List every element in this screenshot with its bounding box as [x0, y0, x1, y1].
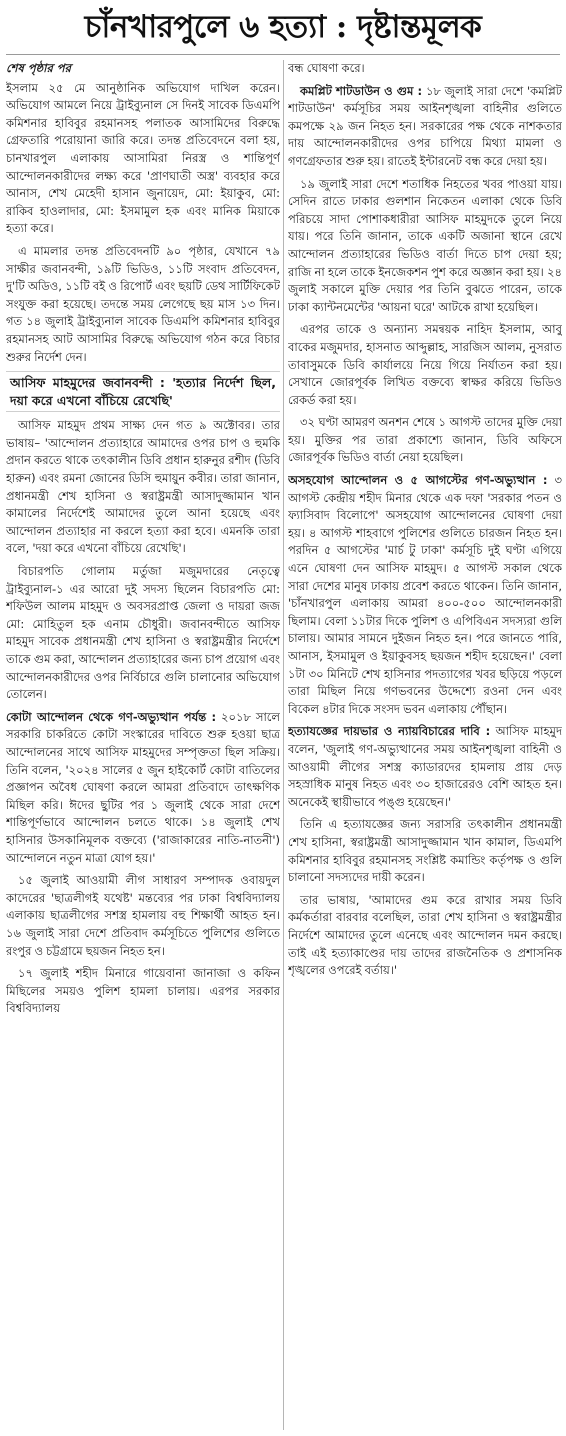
paragraph: তার ভাষায়, 'আমাদের গুম করে রাখার সময় ডিবি কর্মকর্তারা বারবার বলেছিল, তারা শেখ হাসিনা ও স্বরাষ্ট্রমন্ত্রীর নির্দেশে আমাদের তুলে এনেছে এবং আন্দোলন দমন করছে। তাই এই হত্যাকাণ্ডের দায় তাদের রাজনৈতিক ও প্রশাসনিক শৃঙ্খলের ওপরেই বর্তায়।'	[288, 892, 562, 978]
column-divider	[283, 60, 284, 1430]
paragraph: ১৯ জুলাই সারা দেশে শতাধিক নিহতের খবর পাওয়া যায়। সেদিন রাতে ঢাকার গুলশান নিকেতন এলাকা থেকে ডিবি পরিচয়ে সাদা পোশাকধারীরা আসিফ মাহমুদকে তুলে নিয়ে যায়। পরে তিনি জানান, তাকে একটি অজানা স্থানে রেখে আন্দোলন প্রত্যাহারের ভিডিও বার্তা দিতে চাপ দেয়া হয়; রাজি না হলে তাকে ইনজেকশন পুশ করে অজ্ঞান করা হয়। ২৪ জুলাই সকালে মুক্তি দেয়ার পর তিনি বুঝতে পারেন, তাকে ঢাকা ক্যান্টনমেন্টের 'আয়না ঘরে' আটকে রাখা হয়েছিল।	[288, 176, 562, 314]
paragraph: তিনি এ হত্যাযজ্ঞের জন্য সরাসরি তৎকালীন প্রধানমন্ত্রী শেখ হাসিনা, স্বরাষ্ট্রমন্ত্রী আসাদুজ্জামান খান কামাল, ডিএমপি কমিশনার হাবিবুর রহমানসহ সংশ্লিষ্ট কমান্ডিং কর্তৃপক্ষ ও গুলি চালানো সদস্যদের দায়ী করেন।	[288, 817, 562, 885]
paragraph	[288, 472, 562, 718]
paragraph: বন্ধ ঘোষণা করে।	[288, 61, 365, 75]
section-lead: অসহযোগ আন্দোলন ও ৫ আগস্টের গণ-অভ্যুত্থান :	[288, 473, 548, 488]
paragraph-text: ৩ আগস্ট কেন্দ্রীয় শহীদ মিনার থেকে এক দফা 'সরকার পতন ও ফ্যাসিবাদ বিলোপে' অসহযোগ আন্দোলনের ঘোষণা দেয়া হয়। ৪ আগস্ট শাহবাগে পুলিশের গুলিতে চারজন নিহত হন। পরদিন ৫ আগস্টের 'মার্চ টু ঢাকা' কর্মসূচি দুই ঘণ্টা এগিয়ে এনে ঘোষণা দেন আসিফ মাহমুদ। ৫ আগস্ট সকাল থেকে সারা দেশের মানুষ ঢাকায় প্রবেশ করতে থাকেন। তিনি জানান, 'চাঁনখারপুল এলাকায় আমরা ৪০০-৫০০ আন্দোলনকারী ছিলাম। বেলা ১১টার দিকে পুলিশ ও এপিবিএন সদস্যরা গুলি চালায়। আমার সামনে দুইজন নিহত হন। পরে জানতে পারি, আনাস, ইসমামুল ও ইয়াকুবসহ ছয়জন শহীদ হয়েছেন।' বেলা ১টা ৩০ মিনিটে শেখ হাসিনার পদত্যাগের খবর ছড়িয়ে পড়লে তারা মিছিল নিয়ে গণভবনের উদ্দেশ্যে রওনা দেন এবং বিকেল ৪টার দিকে সংসদ ভবন এলাকায় পৌঁছান।	[288, 473, 562, 716]
paragraph: এরপর তাকে ও অন্যান্য সমন্বয়ক নাহিদ ইসলাম, আবু বাকের মজুমদার, হাসনাত আব্দুল্লাহ, সারজিস আলম, নুসরাত তাবাসুমকে ডিবি কার্যালয়ে নিয়ে গিয়ে নির্যাতন করা হয়। সেখানে জোরপূর্বক লিখিত বক্তব্যে স্বাক্ষর করিয়ে ভিডিও রেকর্ড করা হয়।	[288, 322, 562, 407]
paragraph-text: ১৮ জুলাই সারা দেশে 'কমপ্লিট শাটডাউন' কর্মসূচির সময় আইনশৃঙ্খলা বাহিনীর গুলিতে কমপক্ষে ২৯ জন নিহত হন। সরকারের পক্ষ থেকে নাশকতার দায় আন্দোলনকারীদের ওপর চাপিয়ে মিথ্যা মামলা ও গণগ্রেফতার শুরু হয়। রাতেই ইন্টারনেট বন্ধ করে দেয়া হয়।	[288, 83, 562, 168]
paragraph: ৩২ ঘণ্টা আমরণ অনশন শেষে ১ আগস্ট তাদের মুক্তি দেয়া হয়। মুক্তির পর তারা প্রকাশ্যে জানান, ডিবি অফিসে জোরপূর্বক ভিডিও বার্তা নেয়া হয়েছিল।	[288, 415, 562, 465]
paragraph	[6, 563, 280, 704]
left-column	[6, 60, 280, 1432]
paragraph-text: বিচারপতি গোলাম মর্তুজা মজুমদারের নেতৃত্বে ট্রাইব্যুনাল-১ এর আরো দুই সদস্য ছিলেন বিচারপতি মো: শফিউল আলম মাহমুদ ও অবসরপ্রাপ্ত জেলা ও দায়রা জজ মো: মোহিতুল হক এনাম চৌধুরী। জবানবন্দীতে আসিফ মাহমুদ সাবেক প্রধানমন্ত্রী শেখ হাসিনা ও স্বরাষ্ট্রমন্ত্রীর নির্দেশে তাকে গুম করা, আন্দোলন প্রত্যাহারের জন্য চাপ প্রয়োগ এবং আন্দোলনকারীদের ওপর নির্বিচারে গুলি চালানোর অভিযোগ তোলেন।	[6, 564, 280, 702]
paragraph	[6, 709, 280, 867]
headline-rule	[6, 54, 560, 55]
section-lead: হত্যাযজ্ঞের দায়ভার ও ন্যায়বিচারের দাবি :	[288, 724, 491, 739]
paragraph: আসিফ মাহমুদ প্রথম সাক্ষ্য দেন গত ৯ অক্টোবর। তার ভাষায়– 'আন্দোলন প্রত্যাহারে আমাদের ওপর চাপ ও হুমকি প্রদান করতে থাকে তৎকালীন ডিবি প্রধান হারুনুর রশীদ (ডিবি হারুন) এবং রমনা জোনের ডিসি হুমায়ুন কবীর। তারা জানান, প্রধানমন্ত্রী শেখ হাসিনা ও স্বরাষ্ট্রমন্ত্রী আসাদুজ্জামান খান কামালের নির্দেশেই আমাদের তুলে আনা হয়েছে এবং আন্দোলন প্রত্যাহার না করলে হত্যা করা হবে। এমনকি তারা বলে, 'দয়া করে এখনো বাঁচিয়ে রেখেছি'।	[6, 418, 280, 556]
paragraph	[288, 723, 562, 811]
paragraph: ১৫ জুলাই আওয়ামী লীগ সাধারণ সম্পাদক ওবায়দুল কাদেরের 'ছাত্রলীগই যথেষ্ট' মন্তব্যের পর ঢাকা বিশ্ববিদ্যালয় এলাকায় ছাত্রলীগের সশস্ত্র হামলায় বহু শিক্ষার্থী আহত হন। ১৬ জুলাই সারা দেশে প্রতিবাদ কর্মসূচিতে পুলিশের গুলিতে রংপুর ও চট্টগ্রামে ছয়জন নিহত হন।	[6, 873, 280, 958]
paragraph: ১৭ জুলাই শহীদ মিনারে গায়েবানা জানাজা ও কফিন মিছিলের সময়ও পুলিশ হামলা চালায়। এরপর সরকার বিশ্ববিদ্যালয়	[6, 966, 280, 1016]
right-column	[288, 60, 562, 1432]
section-lead: কমপ্লিট শাটডাউন ও গুম :	[300, 83, 423, 98]
subheading: আসিফ মাহমুদের জবানবন্দী : 'হত্যার নির্দেশ ছিল, দয়া করে এখনো বাঁচিয়ে রেখেছি'	[6, 371, 280, 412]
paragraph: এ মামলার তদন্ত প্রতিবেদনটি ৯০ পৃষ্ঠার, যেখানে ৭৯ সাক্ষীর জবানবন্দী, ১৯টি ভিডিও, ১১টি সংবাদ প্রতিবেদন, দু'টি অডিও, ১১টি বই ও রিপোর্ট এবং ছয়টি ডেথ সার্টিফিকেট সংযুক্ত করা হয়েছে। তদন্তে সময় লেগেছে ছয় মাস ১৩ দিন। গত ১৪ জুলাই ট্রাইব্যুনাল সাবেক ডিএমপি কমিশনার হাবিবুর রহমানসহ আট আসামির বিরুদ্ধে অভিযোগ গঠন করে বিচার শুরুর নির্দেশ দেন।	[6, 243, 280, 364]
continued-label: শেষ পৃষ্ঠার পর	[6, 61, 71, 75]
paragraph-text: ২০১৮ সালে সরকারি চাকরিতে কোটা সংস্কারের দাবিতে শুরু হওয়া ছাত্র আন্দোলনের সাথে আসিফ মাহমুদের সম্পৃক্ততা ছিল সক্রিয়। তিনি বলেন, '২০২৪ সালের ৫ জুন হাইকোর্ট কোটা বাতিলের প্রজ্ঞাপন অবৈধ ঘোষণা করলে আমরা প্রতিবাদে তাৎক্ষণিক মিছিল করি। ঈদের ছুটির পর ১ জুলাই থেকে সারা দেশে শান্তিপূর্ণভাবে আন্দোলন চলতে থাকে। ১৪ জুলাই শেখ হাসিনার উসকানিমূলক বক্তব্যে ('রাজাকারের নাতি-নাতনী') আন্দোলনে নতুন মাত্রা যোগ হয়।'	[6, 709, 280, 865]
headline: চাঁনখারপুলে ৬ হত্যা : দৃষ্টান্তমূলক	[84, 9, 482, 45]
paragraph: ইসলাম ২৫ মে আনুষ্ঠানিক অভিযোগ দাখিল করেন। অভিযোগ আমলে নিয়ে ট্রাইব্যুনাল সে দিনই সাবেক ডিএমপি কমিশনার হাবিবুর রহমানসহ পলাতক আসামিদের বিরুদ্ধে গ্রেফতারি পরোয়ানা জারি করে। তদন্ত প্রতিবেদনে বলা হয়, চানখারপুল এলাকায় আসামিরা নিরস্ত্র ও শান্তিপূর্ণ আন্দোলনকারীদের লক্ষ্য করে 'প্রাণঘাতী অস্ত্র' ব্যবহার করে আনাস, শেখ মেহেদী হাসান জুনায়েদ, মো: ইয়াকুব, মো: রাকিব হাওলাদার, মো: ইসমামুল হক এবং মানিক মিয়াকে হত্যা করে।	[6, 80, 280, 236]
paragraph	[288, 83, 562, 171]
paragraph-text: আসিফ মাহমুদ বলেন, 'জুলাই গণ-অভ্যুত্থানের সময় আইনশৃঙ্খলা বাহিনী ও আওয়ামী লীগের সশস্ত্র ক্যাডারদের হামলায় প্রায় দেড় সহস্রাধিক মানুষ নিহত এবং ৩০ হাজারেরও বেশি আহত হন। অনেকেই স্থায়ীভাবে পঙ্গু হয়েছেন।'	[288, 724, 562, 809]
section-lead: কোটা আন্দোলন থেকে গণ-অভ্যুত্থান পর্যন্ত :	[6, 709, 217, 724]
